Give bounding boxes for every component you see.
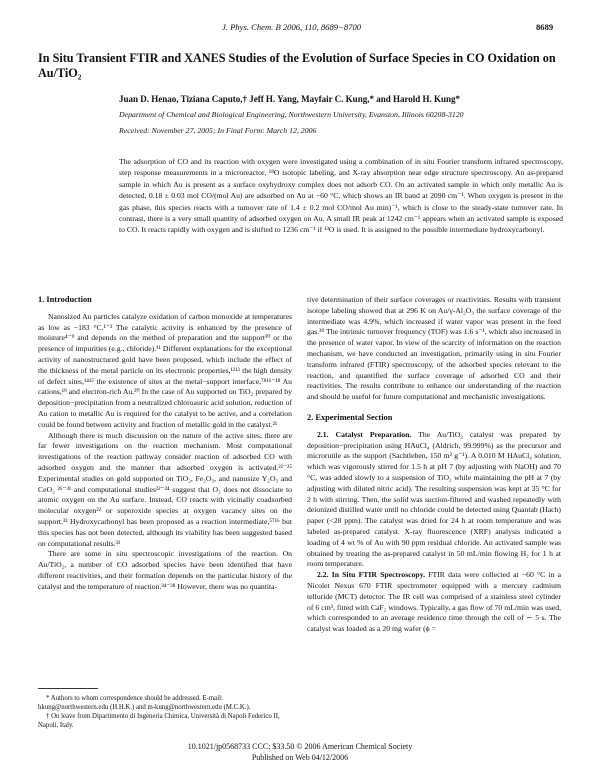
intro-paragraph-3: There are some in situ spectroscopic investigations of the reaction. On Au/TiO₂, a number of CO adsorbed species have been identified that have different reactivities, and their formation depends on the particular history of the catalyst and the temperature of reaction.³⁴⁻³⁸ However, there was no quantita-: [38, 549, 292, 591]
footnote-correspondence: * Authors to whom correspondence should be addressed. E-mail: hkung@northwestern.edu (H.H.K.) and m-kung@northwestern.edu (M.C.K.).: [38, 695, 251, 711]
published-date-line: Published on Web 04/12/2006: [251, 753, 349, 762]
article-title: In Situ Transient FTIR and XANES Studies of the Evolution of Surface Species in CO Oxidation on Au/TiO₂: [38, 51, 556, 81]
section-heading-introduction: 1. Introduction: [38, 295, 92, 304]
intro-paragraph-2: Although there is much discussion on the nature of the active sites, there are far fewer investigations on the reaction mechanism. Most computational investigations of the reaction pathway consider reaction of adsorbed CO with adsorbed oxygen and the manner that adsorbed oxygen is activated.²²⁻²⁵ Experimental studies on gold supported on TiO₂, Fe₂O₃, and nanosize Y₂O₃ and CeO₂ ²⁶⁻³¹ and computational studies²²⁻²⁴ suggest that O₂ does not dissociate to atomic oxygen on the Au surface. Instead, CO reacts with vicinally coadsorbed molecular oxygen²² or superoxide species at oxygen vacancy sites on the support.³² Hydroxycarbonyl has been proposed as a reaction intermediate,⁵⁷¹⁶ but this species has not been detected, although its viability has been suggested based on computational results.³³: [38, 430, 292, 548]
section-heading-experimental: 2. Experimental Section: [307, 412, 393, 422]
subsection-ftir: [307, 570, 561, 635]
subsection-catalyst-preparation: [307, 430, 561, 570]
journal-citation: J. Phys. Chem. B 2006, 110, 8689−8700: [222, 22, 362, 32]
author-list: Juan D. Henao, Tiziana Caputo,† Jeff H. Yang, Mayfair C. Kung,* and Harold H. Kung*: [119, 94, 461, 104]
affiliation: Department of Chemical and Biological Engineering, Northwestern University, Evanston, Illinois 60208-3120: [119, 110, 464, 119]
footnotes: [38, 694, 292, 730]
page-number: 8689: [536, 22, 554, 32]
intro-continuation: tive determination of their surface coverages or reactivities. Results with transient isotope labeling showed that at 296 K on Au/γ-Al₂O₃ the surface coverage of the intermediate was 4.9%, which increased if water vapor was present in the feed gas.³⁹ The intrinsic turnover frequency (TOF) was 1.6 s⁻¹, which also increased in the presence of water vapor. In view of the scarcity of information on the reaction mechanism, we have conducted an investigation, primarily using in situ Fourier transform infrared (FTIR) spectroscopy, of the adsorbed species relevant to the reaction, and quantified the surface coverage of adsorbed CO and their reactivities. The results contribute to enhance our understanding of the reaction and should be useful for future computational and mechanistic investigations.: [307, 295, 561, 402]
received-dates: Received: November 27, 2005; In Final Form: March 12, 2006: [119, 126, 317, 135]
subsection-text-ftir: FTIR data were collected at −60 °C in a Nicolet Nexus 670 FTIR spectrometer equipped with a mercury cadmium telluride (MCT) detector. The IR cell was comprised of a stainless steel cylinder of 6 cm³, fitted with CaF₂ windows. Typically, a gas flow of 70 mL/min was used, which corresponded to an average residence time through the cell of ∼ 5 s. The catalyst was loaded as a 20 mg wafer (ϕ =: [307, 570, 562, 634]
doi-copyright-line: 10.1021/jp0568733 CCC: $33.50 © 2006 American Chemical Society: [187, 742, 413, 751]
subsection-heading-ftir: 2.2. In Situ FTIR Spectroscopy.: [317, 570, 426, 580]
intro-paragraph-1: Nanosized Au particles catalyze oxidation of carbon monoxide at temperatures as low as −183 °C.¹⁻³ The catalytic activity is enhanced by the presence of moisture⁴⁻⁹ and depends on the method of preparation and the support¹⁰ or the presence of impurities (e.g., chloride).¹¹ Different explanations for the exceptional activity of nanostructured gold have been proposed, which include the effect of the thickness of the metal particle on its electronic properties,¹²¹³ the high density of defect sites,¹⁴¹⁵ the existence of sites at the metal−support interface,⁷⁸¹⁶⁻¹⁸ Au cations,¹⁹ and electron-rich Au.²⁰ In the case of Au supported on TiO₂ prepared by deposition−precipitation from a neutralized chloroauric acid solution, reduction of Au cation to metallic Au is required for the catalyst to be active, and a correlation could be found between activity and fraction of metallic gold in the catalyst.²¹: [38, 311, 292, 429]
abstract: The adsorption of CO and its reaction with oxygen were investigated using a combination of in situ Fourier transform infrared spectroscopy, step response measurements in a microreactor, ¹⁸O isotopic labeling, and X-ray absorption near edge structure spectroscopy. An as-prepared sample in which Au is present as a surface oxyhydroxy complex does not adsorb CO. On an activated sample in which only metallic Au is detected, 0.18 ± 0.03 mol CO/(mol Au) are adsorbed on Au at −60 °C, which shows an IR band at 2090 cm⁻¹. When oxygen is present in the gas phase, this species reacts with a turnover rate of 1.4 ± 0.2 mol CO/mol Au min)⁻¹, which is close to the steady-state turnover rate. In contrast, there is a very small quantity of adsorbed oxygen on Au. A small IR peak at 1242 cm⁻¹ appears when an activated sample is exposed to CO. It reacts rapidly with oxygen and is shifted to 1236 cm⁻¹ if ¹³O is used. It is assigned to the possible intermediate hydroxycarbonyl.: [119, 157, 563, 235]
footnote-divider: [38, 688, 98, 689]
subsection-text-catalyst: The Au/TiO₂ catalyst was prepared by deposition−precipitation using HAuCl₄ (Aldrich, 99.999%) as the precursor and microrutile as the support (Sachtleben, 150 m² g⁻¹). A 0.010 M HAuCl₄ solution, which was vigorously stirred for 1.5 h at pH 7 (by adjusting with NaOH) and 70 °C, was added slowly to a suspension of TiO₂ while maintaining the pH at 7 (by adjusting with diluted nitric acid). The resulting suspension was kept at 35 °C for 2 h with stirring. Then, the solid was suction-filtered and washed repeatedly with deionized distilled water until no chloride could be detected using Quantab (Hach) paper (<28 ppm). The catalyst was dried for 24 h at room temperature and was labeled as-prepared catalyst. X-ray fluorescence (XRF) analysis indicated a loading of 4 wt % of Au with 90 ppm residual chloride. An activated sample was obtained by treating the as-prepared catalyst in 50 mL/min flowing H₂ for 1 h at room temperature.: [307, 429, 561, 569]
running-head: [0, 22, 600, 36]
footnote-leave: † On leave from Dipartimento di Ingeneria Chimica, Università di Napoli Federico II, Napoli, Italy.: [38, 713, 280, 729]
right-column: [307, 295, 561, 635]
left-column: [38, 295, 292, 593]
subsection-heading-catalyst: 2.1. Catalyst Preparation.: [317, 429, 412, 439]
